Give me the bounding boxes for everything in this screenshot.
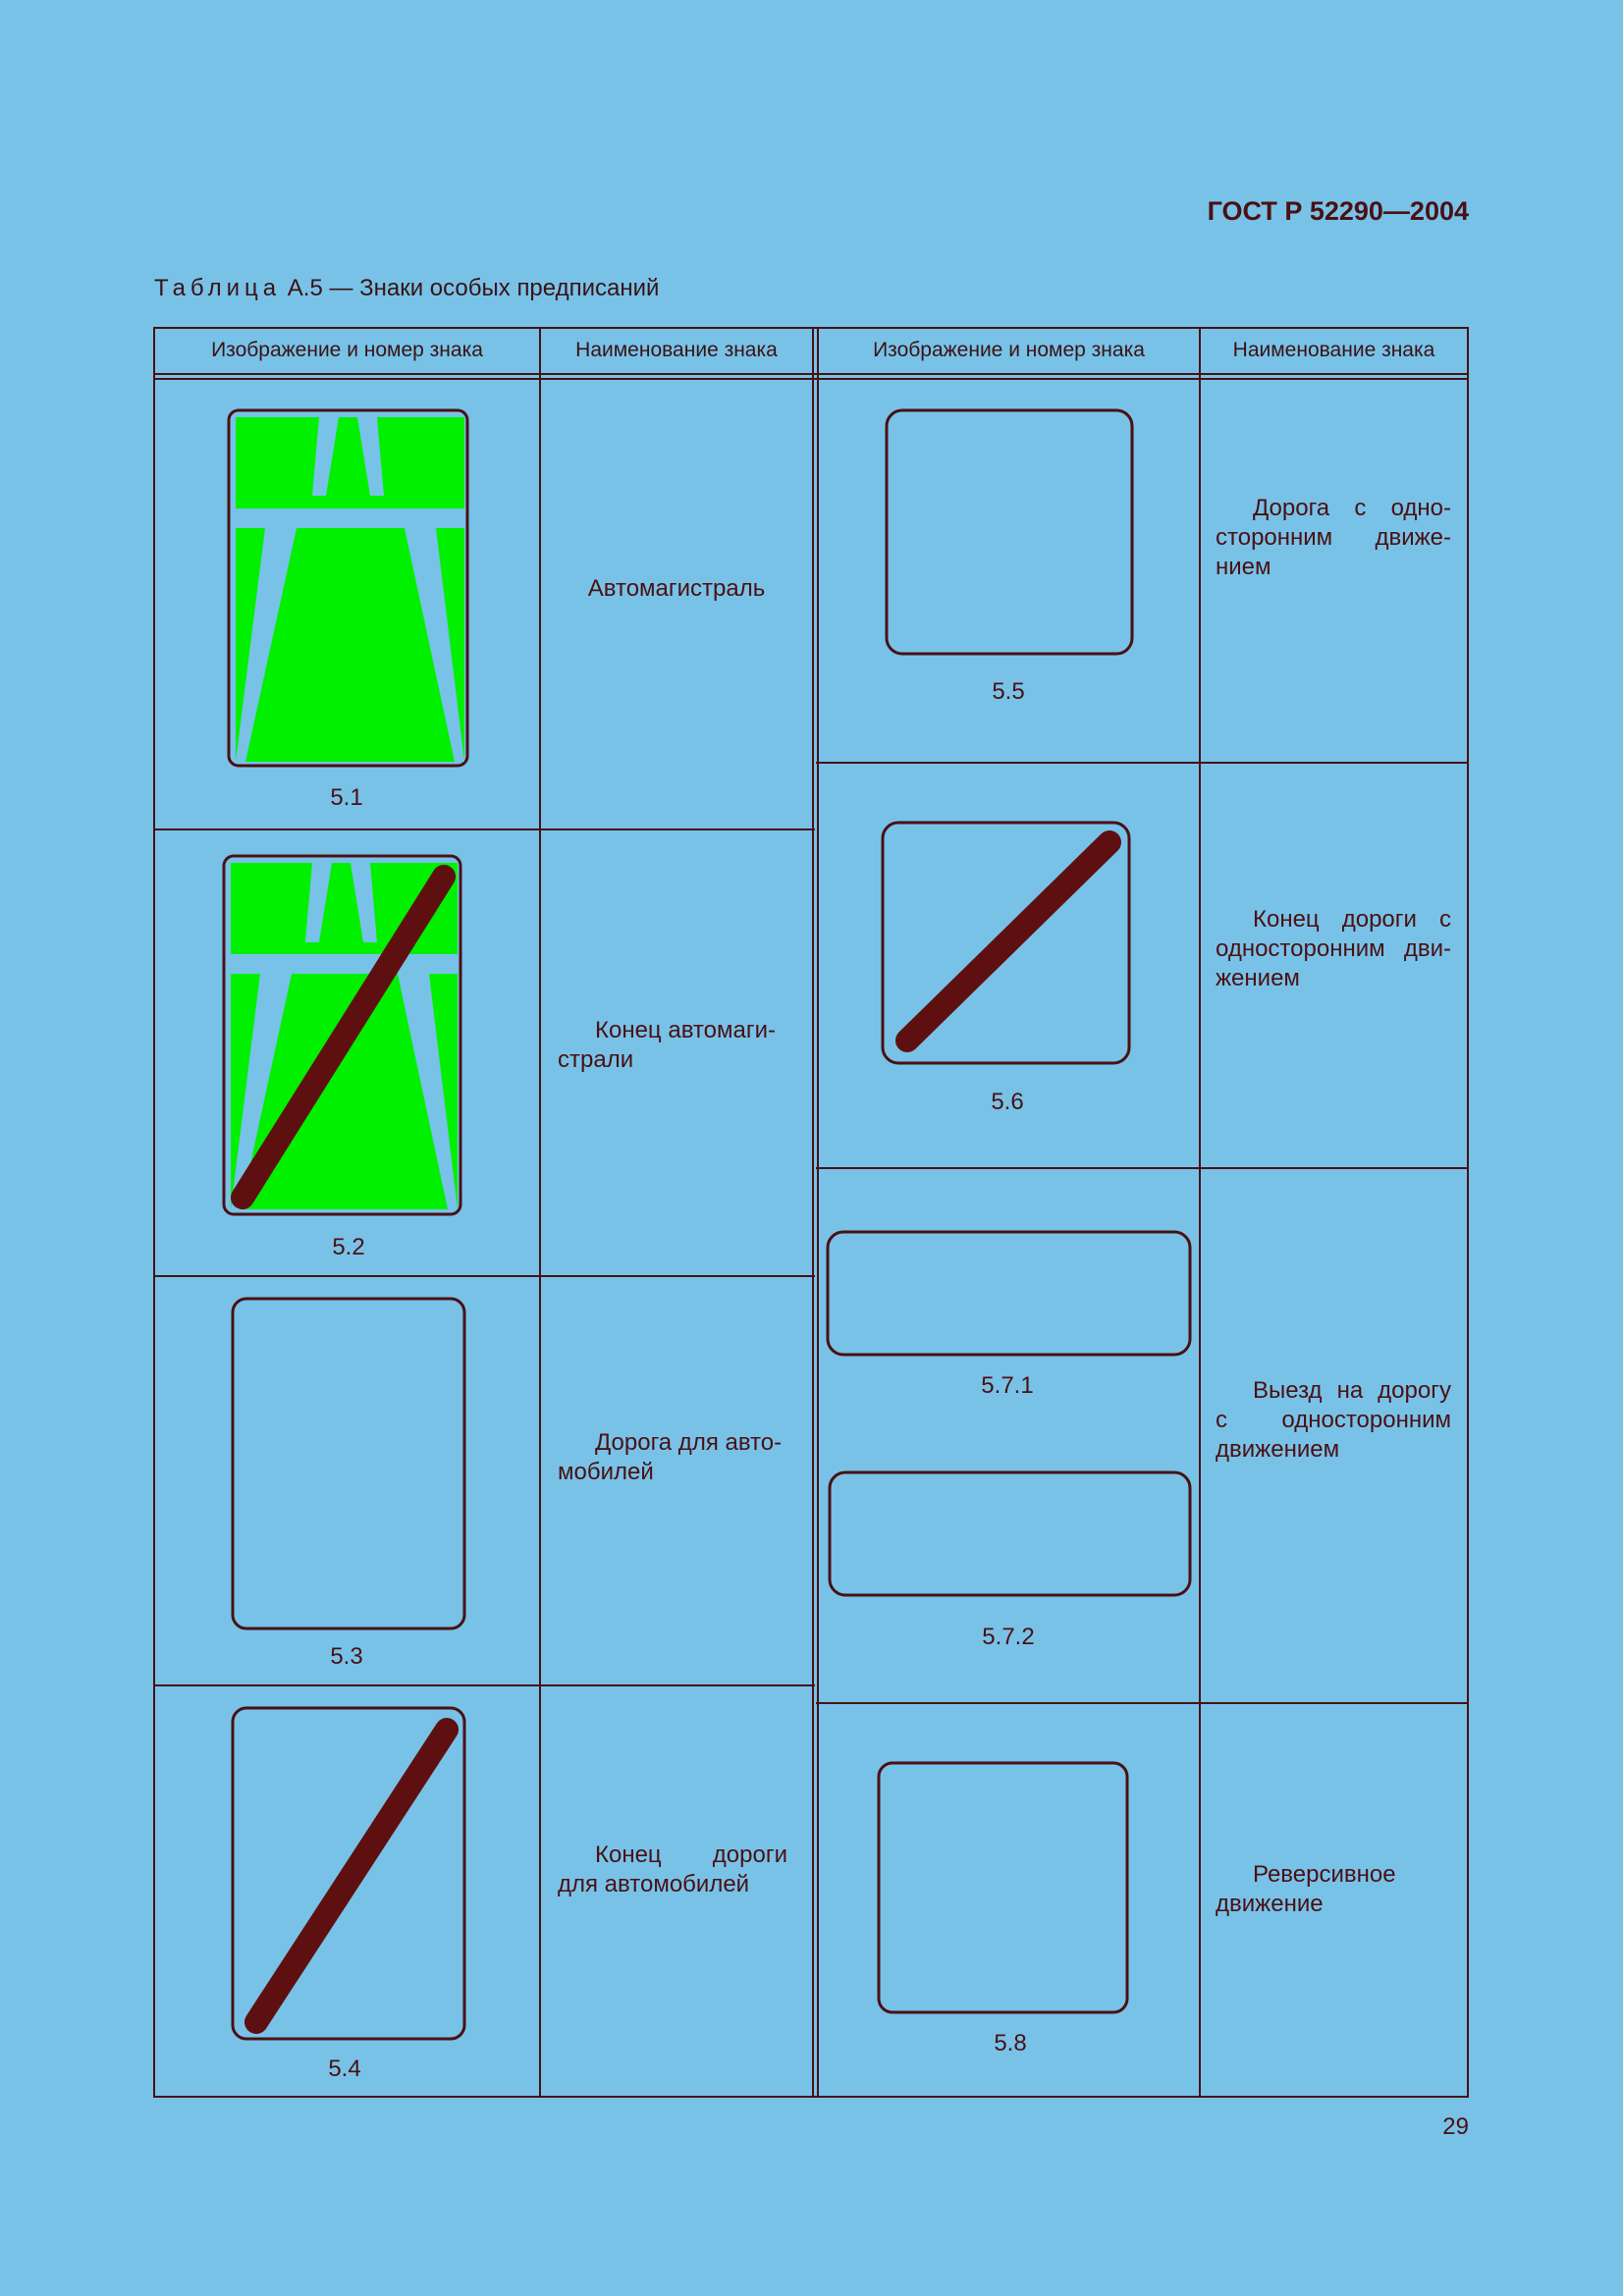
sign-name-5-3: Дорога для авто- мобилей (558, 1429, 783, 1485)
header-sign-name-right: Наименование знака (1232, 339, 1435, 361)
caption-rest: А.5 — Знаки особых предписаний (281, 275, 660, 301)
sign-5-2-end-of-motorway (224, 856, 460, 1214)
sign-5-7-2-exit-to-one-way-road (830, 1472, 1190, 1595)
sign-number-5-6: 5.6 (991, 1089, 1024, 1115)
sign-name-5-7: Выезд на дорогу с односторонним движением (1216, 1377, 1451, 1463)
sign-number-5-1: 5.1 (330, 784, 363, 811)
sign-5-7-1-exit-to-one-way-road (828, 1232, 1190, 1355)
header-sign-name-left: Наименование знака (575, 339, 778, 361)
sign-name-5-5: Дорога с одно- сторонним движе- нием (1216, 495, 1451, 580)
sign-number-5-7-1: 5.7.1 (981, 1372, 1034, 1399)
sign-number-5-3: 5.3 (330, 1643, 363, 1670)
sign-5-1-motorway (229, 410, 467, 766)
sign-name-5-4: Конец дороги для автомобилей (558, 1842, 787, 1897)
sign-name-5-1: Автомагистраль (587, 575, 766, 602)
sign-5-4-end-of-road-for-cars (233, 1708, 464, 2039)
caption-word: Таблица (154, 275, 282, 301)
header-image-number-right: Изображение и номер знака (873, 339, 1145, 361)
sign-number-5-4: 5.4 (328, 2056, 361, 2082)
sign-name-5-8: Реверсивное движение (1216, 1861, 1396, 1917)
sign-5-6-end-of-one-way-road (883, 823, 1129, 1063)
sign-5-3-road-for-cars (233, 1299, 464, 1629)
sign-number-5-8: 5.8 (994, 2030, 1027, 2056)
sign-5-8-reversible-traffic (879, 1763, 1127, 2012)
sign-number-5-2: 5.2 (332, 1234, 365, 1260)
sign-name-5-6: Конец дороги с односторонним дви- жением (1216, 906, 1451, 991)
sign-5-5-one-way-road (887, 410, 1132, 654)
document-id: ГОСТ Р 52290—2004 (1207, 196, 1469, 226)
sign-name-5-2: Конец автомаги- страли (558, 1017, 776, 1073)
header-image-number-left: Изображение и номер знака (211, 339, 483, 361)
sign-number-5-5: 5.5 (992, 678, 1025, 705)
sign-number-5-7-2: 5.7.2 (982, 1624, 1035, 1650)
page-number: 29 (1442, 2113, 1469, 2140)
